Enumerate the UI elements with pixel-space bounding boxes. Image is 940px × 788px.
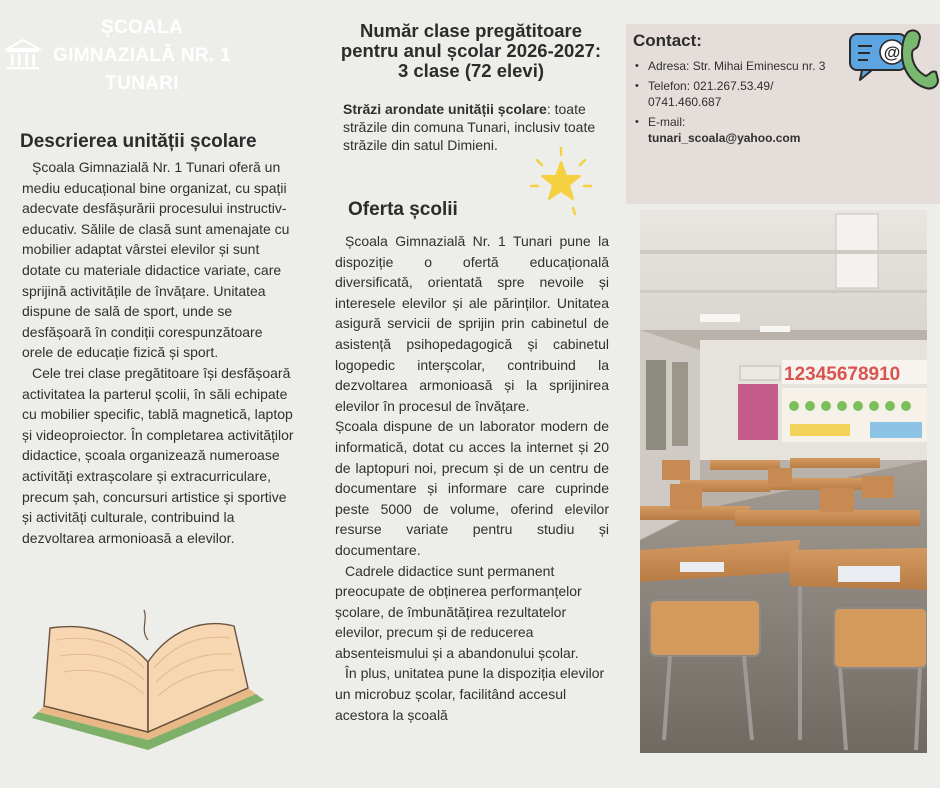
contact-email-phone-icon [848, 26, 940, 92]
wall-numbers: 12345678910 [784, 364, 901, 385]
contact-heading: Contact: [633, 31, 702, 50]
star-icon [525, 146, 597, 218]
offer-paragraph: În plus, unitatea pune la dispoziția elevilor un microbuz școlar, facilitând accesul acestora la școală [335, 665, 605, 723]
offer-paragraph: Școala dispune de un laborator modern de informatică, dotat cu acces la internet și 20 de laptopuri noi, precum și de un centru de documentare și informare care cuprinde peste 5000 de volume, oferind elevilor resurse variate pentru studiu și documentare. [335, 418, 609, 558]
school-name: ȘCOALA GIMNAZIALĂ NR. 1 TUNARI [53, 17, 231, 94]
school-header [0, 8, 310, 98]
contact-list [634, 58, 839, 150]
offer-paragraph: Școala Gimnazială Nr. 1 Tunari pune la dispoziție o ofertă educațională diversificată, orientată spre nevoile și interesele elevilor și ale părinților. Unitatea asigură servicii de sprijin prin cabinetul de asistență psihopedagogică și cabinetul logopedic interșcolar, contribuind la dezvoltarea armonioasă și la sprijinirea elevilor în procesul de învățare. [335, 233, 609, 414]
classes-count-heading: Număr clase pregătitoare pentru anul școlar 2026-2027: 3 clase (72 elevi) [340, 20, 602, 81]
description-paragraph: Cele trei clase pregătitoare își desfășoară activitatea la parterul școlii, în săli echipate cu mobilier specific, tablă magnetică, laptop și videoproiector. În completarea activităților didactice, școala organizează numeroase activități extrașcolare și extracurriculare, precum șah, concursuri artistice și sportive și activități culturale, contribuind la dezvoltarea armonioasă a elevilor. [22, 364, 294, 546]
contact-email [634, 114, 839, 147]
assigned-streets-label: Străzi arondate unității școlare [343, 101, 547, 117]
contact-panel [626, 24, 940, 204]
svg-text:@: @ [883, 43, 901, 62]
open-book-illustration [24, 600, 274, 760]
contact-address: • Adresa: Str. Mihai Eminescu nr. 3 [634, 58, 839, 75]
classroom-photo [640, 210, 927, 753]
bank-building-icon [4, 36, 42, 74]
contact-email-link[interactable]: tunari_scoala@yahoo.com [648, 131, 801, 145]
description-heading: Descrierea unității școlare [20, 131, 257, 152]
offer-paragraph: Cadrele didactice sunt permanent preocupate de obținerea performanțelor școlare, de îmbunătățirea rezultatelor elevilor, precum și de reducerea absenteismului și a abandonului școlar. [335, 562, 582, 661]
contact-phone[interactable]: • Telefon: 021.267.53.49/ 0741.460.687 [634, 78, 839, 111]
contact-email-label: E-mail: [648, 114, 686, 129]
description-body [22, 157, 294, 548]
offer-body [335, 231, 609, 725]
assigned-streets-text: : toate străzile din comuna Tunari, inclusiv toate străzile din satul Dimieni. [343, 101, 596, 153]
offer-heading: Oferta școlii [348, 199, 458, 220]
description-paragraph: Școala Gimnazială Nr. 1 Tunari oferă un mediu educațional bine organizat, cu spații adecvate desfășurării procesului instructiv-educativ. Sălile de clasă sunt amenajate cu mobilier adaptat vârstei elevilor și sunt dotate cu materiale didactice variate, care sprijină activitățile de învățare. Unitatea dispune de sală de sport, unde se desfășoară în condiții corespunzătoare orele de educație fizică și sport. [22, 159, 290, 361]
